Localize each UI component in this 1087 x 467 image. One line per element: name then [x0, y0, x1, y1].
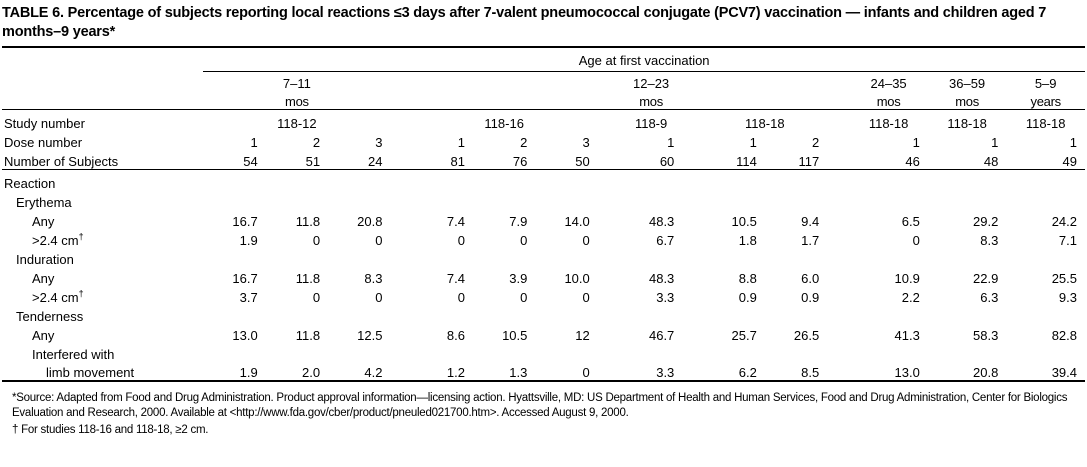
data-cell: 10.5 [731, 213, 757, 229]
data-cell: 10.9 [894, 270, 920, 286]
data-cell: 39.4 [1051, 364, 1077, 380]
row-tenderness-any [2, 324, 1085, 343]
data-cell: 7.4 [446, 270, 465, 286]
data-cell: 6.7 [656, 232, 675, 248]
data-cell: 22.9 [973, 270, 999, 286]
data-cell: 29.2 [973, 213, 999, 229]
age-group-12-23-line1: 12–23 [633, 75, 670, 91]
subjects-cell: 49 [1062, 153, 1077, 169]
data-cell: 20.8 [973, 364, 999, 380]
subjects-cell: 46 [905, 153, 920, 169]
data-cell: 16.7 [232, 213, 258, 229]
age-group-row-1 [2, 72, 1085, 91]
data-cell: 0 [582, 364, 590, 380]
rule-bottom [2, 381, 1085, 385]
age-group-24-35-line1: 24–35 [870, 75, 907, 91]
data-cell: 6.2 [738, 364, 757, 380]
age-group-5-9-line1: 5–9 [1034, 75, 1057, 91]
dose-cell: 1 [991, 135, 999, 151]
data-cell: 1.9 [239, 364, 258, 380]
row-label-any: Any [32, 213, 55, 229]
section-label-reaction: Reaction [4, 175, 56, 191]
data-cell: 6.0 [801, 270, 820, 286]
data-cell: 48.3 [648, 270, 675, 286]
data-cell: 1.7 [801, 232, 820, 248]
subjects-cell: 48 [983, 153, 999, 169]
study-number-118-9: 118-9 [634, 116, 668, 132]
dose-cell: 2 [312, 135, 321, 151]
data-cell: 0 [457, 232, 465, 248]
data-cell: 8.6 [446, 327, 465, 343]
subjects-cell: 114 [736, 153, 757, 169]
footnote-source: *Source: Adapted from Food and Drug Administration. Product approval information—licensing action. Hyattsville, MD: US Department of Health and Human Services, Food and Drug Administration, Center for Biologics Evaluation and Research, 2000. Available at <http://www.fda.gov/cber/product/pneuled021700.htm>. Accessed August 9, 2000. [12, 391, 1068, 420]
dose-cell: 1 [457, 135, 465, 151]
dose-cell: 1 [667, 135, 675, 151]
subjects-cell: 76 [512, 153, 528, 169]
study-number-118-18-c: 118-18 [947, 116, 987, 132]
data-cell: 1.9 [239, 232, 258, 248]
data-cell: 1.8 [738, 232, 757, 248]
age-group-7-11-line2: mos [285, 94, 309, 110]
data-cell: 0 [520, 289, 528, 305]
age-group-12-23-line2: mos [639, 94, 663, 110]
study-number-118-16: 118-16 [484, 116, 524, 132]
data-cell: 0 [582, 232, 590, 248]
data-cell: 20.8 [357, 213, 383, 229]
data-cell: 11.8 [295, 270, 321, 286]
subjects-cell: 81 [450, 153, 465, 169]
data-cell: 48.3 [648, 213, 675, 229]
data-cell: 3.7 [239, 289, 258, 305]
data-cell: 3.9 [509, 270, 528, 286]
row-induration-heading [2, 248, 1085, 267]
dose-cell: 1 [912, 135, 920, 151]
row-erythema-gt24 [2, 229, 1085, 248]
spanner-row [2, 51, 1085, 70]
data-cell: 26.5 [793, 327, 820, 343]
data-cell: 0 [375, 232, 383, 248]
data-cell: 58.3 [973, 327, 999, 343]
data-cell: 0 [582, 289, 590, 305]
data-cell: 0 [520, 232, 528, 248]
data-cell: 2.0 [302, 364, 321, 380]
data-cell: 11.8 [295, 327, 321, 343]
dose-cell: 1 [749, 135, 757, 151]
dagger-marker: † [78, 231, 84, 242]
dose-cell: 3 [582, 135, 590, 151]
data-cell: 82.8 [1051, 327, 1077, 343]
subjects-cell: 117 [798, 153, 820, 169]
study-number-118-12: 118-12 [277, 116, 317, 132]
age-group-36-59-line2: mos [955, 94, 979, 110]
row-label-dose-number: Dose number [4, 135, 83, 151]
row-label-any: Any [32, 270, 55, 286]
data-cell: 0 [457, 289, 465, 305]
row-interfered-heading [2, 343, 1085, 362]
data-cell: 13.0 [232, 327, 258, 343]
data-cell: 25.5 [1051, 270, 1077, 286]
row-reaction-heading [2, 172, 1085, 191]
data-cell: 6.5 [901, 213, 920, 229]
row-label-gt24: >2.4 cm† [32, 231, 84, 248]
data-cell: 8.5 [801, 364, 820, 380]
data-cell: 41.3 [894, 327, 920, 343]
data-cell: 24.2 [1051, 213, 1077, 229]
row-label-study-number: Study number [4, 116, 85, 132]
dose-cell: 2 [811, 135, 820, 151]
row-study-number [2, 112, 1085, 131]
age-group-24-35-line2: mos [876, 94, 901, 110]
data-cell: 0 [312, 289, 321, 305]
subjects-cell: 60 [659, 153, 675, 169]
data-cell: 0.9 [801, 289, 820, 305]
subsection-label-erythema: Erythema [16, 194, 72, 210]
page-title: TABLE 6. Percentage of subjects reporting local reactions ≤3 days after 7-valent pneumococcal conjugate (PCV7) vaccination — infants and children aged 7 months–9 years* [2, 5, 1047, 41]
data-cell: 8.8 [738, 270, 757, 286]
data-cell: 8.3 [980, 232, 999, 248]
data-cell: 0.9 [738, 289, 757, 305]
data-cell: 0 [375, 289, 383, 305]
row-num-subjects [2, 150, 1085, 169]
row-label-num-subjects: Number of Subjects [4, 153, 119, 169]
data-cell: 16.7 [232, 270, 258, 286]
subsection-label-induration: Induration [16, 251, 74, 267]
data-cell: 9.3 [1058, 289, 1077, 305]
dose-cell: 1 [1069, 135, 1077, 151]
data-cell: 0 [312, 232, 321, 248]
row-label-limb-movement: limb movement [46, 364, 135, 380]
dose-cell: 3 [375, 135, 383, 151]
data-cell: 11.8 [295, 213, 321, 229]
data-cell: 14.0 [564, 213, 590, 229]
subsection-label-tenderness: Tenderness [16, 308, 84, 324]
footnotes [2, 391, 1082, 439]
data-cell: 7.4 [446, 213, 465, 229]
data-cell: 25.7 [731, 327, 757, 343]
row-erythema-heading [2, 191, 1085, 210]
data-cell: 1.2 [446, 364, 465, 380]
data-cell: 13.0 [894, 364, 920, 380]
subjects-cell: 50 [575, 153, 590, 169]
age-group-row-2 [2, 91, 1085, 110]
data-cell: 8.3 [364, 270, 383, 286]
data-cell: 1.3 [509, 364, 528, 380]
data-cell: 10.5 [502, 327, 528, 343]
data-cell: 3.3 [656, 289, 675, 305]
subjects-cell: 24 [368, 153, 383, 169]
data-table [2, 46, 1085, 385]
subjects-cell: 51 [305, 153, 321, 169]
study-number-118-18-d: 118-18 [1025, 116, 1066, 132]
row-dose-number [2, 131, 1085, 150]
data-cell: 4.2 [364, 364, 383, 380]
row-label-any: Any [32, 327, 55, 343]
data-cell: 0 [912, 232, 920, 248]
data-cell: 10.0 [564, 270, 590, 286]
row-tenderness-heading [2, 305, 1085, 324]
data-cell: 6.3 [980, 289, 999, 305]
subsection-label-interfered: Interfered with [32, 346, 115, 362]
age-group-7-11-line1: 7–11 [282, 75, 311, 91]
data-cell: 12.5 [357, 327, 383, 343]
data-cell: 2.2 [901, 289, 920, 305]
row-induration-gt24 [2, 286, 1085, 305]
spanner-label: Age at first vaccination [578, 53, 710, 69]
data-cell: 7.9 [509, 213, 528, 229]
dagger-marker: † [78, 288, 84, 299]
study-number-118-18-b: 118-18 [868, 116, 909, 132]
data-cell: 9.4 [801, 213, 820, 229]
row-label-gt24: >2.4 cm† [32, 288, 84, 305]
dose-cell: 2 [520, 135, 528, 151]
data-cell: 46.7 [648, 327, 675, 343]
row-erythema-any [2, 210, 1085, 229]
subjects-cell: 54 [243, 153, 258, 169]
footnote-dagger: † For studies 118-16 and 118-18, ≥2 cm. [12, 423, 209, 436]
age-group-5-9-line2: years [1030, 94, 1061, 110]
data-cell: 12 [575, 327, 590, 343]
row-limb-movement [2, 362, 1085, 381]
data-cell: 3.3 [656, 364, 675, 380]
row-induration-any [2, 267, 1085, 286]
data-cell: 7.1 [1058, 232, 1077, 248]
study-number-118-18-a: 118-18 [745, 116, 785, 132]
dose-cell: 1 [250, 135, 258, 151]
age-group-36-59-line1: 36–59 [949, 75, 986, 91]
